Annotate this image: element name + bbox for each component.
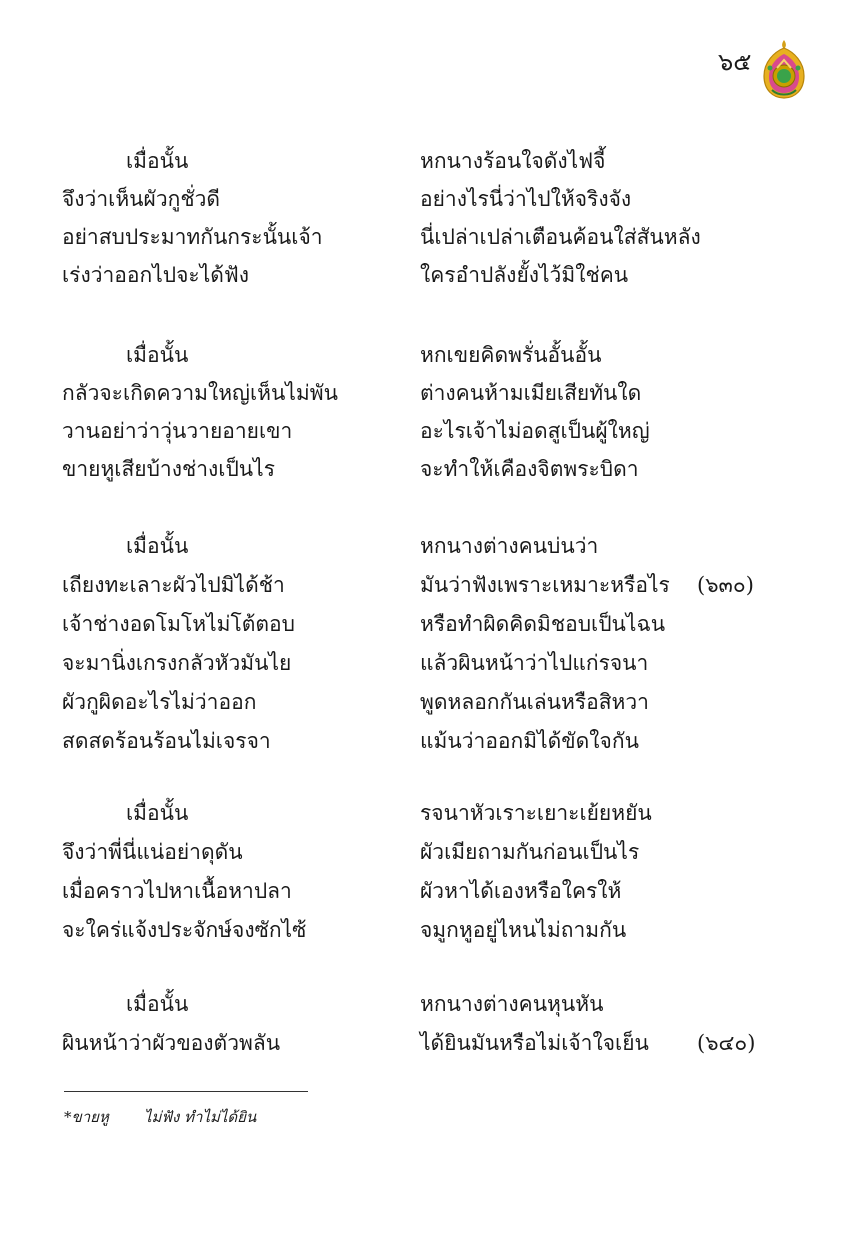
verse-left: เมื่อนั้น (126, 992, 189, 1016)
verse-left: กลัวจะเกิดความใหญ่เห็นไม่พัน (62, 381, 338, 405)
verse-left: เมื่อนั้น (126, 343, 189, 367)
verse-left: ผินหน้าว่าผัวของตัวพลัน (62, 1031, 281, 1055)
verse-left: จะมานิ่งเกรงกลัวหัวมันไย (62, 651, 292, 675)
verse-line (0, 683, 844, 721)
verse-right: หกนางร้อนใจดังไฟจี้ (420, 149, 606, 173)
footnote-definition: ไม่ฟัง ทำไม่ได้ยิน (144, 1108, 257, 1126)
verse-right: หกนางต่างคนหุนหัน (420, 992, 604, 1016)
verse-left: เมื่อนั้น (126, 534, 189, 558)
verse-left: สดสดร้อนร้อนไม่เจรจา (62, 729, 271, 753)
verse-line (0, 911, 844, 949)
verse-left: วานอย่าว่าวุ่นวายอายเขา (62, 419, 293, 443)
verse-line-number: (๖๓๐) (697, 573, 754, 597)
verse-line (0, 872, 844, 910)
verse-line (0, 1024, 844, 1062)
footnote (64, 1106, 256, 1128)
verse-left: เจ้าช่างอดโมโหไม่โต้ตอบ (62, 612, 295, 636)
verse-right: แล้วผินหน้าว่าไปแก่รจนา (420, 651, 649, 675)
verse-left: จึงว่าพี่นี่แน่อย่าดุดัน (62, 840, 243, 864)
verse-line (0, 374, 844, 412)
verse-right: ผัวเมียถามกันก่อนเป็นไร (420, 840, 640, 864)
verse-left: เถียงทะเลาะผัวไปมิได้ช้า (62, 573, 285, 597)
verse-left: เมื่อนั้น (126, 801, 189, 825)
verse-left: ขายหูเสียบ้างช่างเป็นไร (62, 457, 275, 481)
verse-right: ผัวหาได้เองหรือใครให้ (420, 879, 622, 903)
verse-line (0, 722, 844, 760)
verse-right: พูดหลอกกันเล่นหรือสิหวา (420, 690, 649, 714)
verse-left: เมื่อคราวไปหาเนื้อหาปลา (62, 879, 292, 903)
verse-line (0, 605, 844, 643)
verse-right: อะไรเจ้าไม่อดสูเป็นผู้ใหญ่ (420, 419, 650, 443)
page-number: ๖๕ (718, 48, 752, 76)
verse-right: แม้นว่าออกมิได้ขัดใจกัน (420, 729, 639, 753)
verse-right: ใครอำปลังยั้งไว้มิใช่คน (420, 263, 629, 287)
verse-right: ต่างคนห้ามเมียเสียทันใด (420, 381, 642, 405)
verse-left: เร่งว่าออกไปจะได้ฟัง (62, 263, 250, 287)
verse-line-number: (๖๔๐) (697, 1031, 756, 1055)
verse-right: นี่เปล่าเปล่าเตือนค้อนใส่สันหลัง (420, 225, 701, 249)
verse-left: อย่าสบประมาทกันกระนั้นเจ้า (62, 225, 323, 249)
verse-left: จะใคร่แจ้งประจักษ์จงซักไซ้ (62, 918, 307, 942)
verse-line (0, 985, 844, 1023)
verse-left: ผัวกูผิดอะไรไม่ว่าออก (62, 690, 257, 714)
verse-line (0, 794, 844, 832)
verse-line (0, 180, 844, 218)
verse-line (0, 527, 844, 565)
verse-right: หกนางต่างคนบ่นว่า (420, 534, 599, 558)
footnote-divider (64, 1091, 308, 1092)
footnote-term: *ขายหู (64, 1108, 109, 1126)
verse-line (0, 412, 844, 450)
verse-line (0, 644, 844, 682)
verse-right: อย่างไรนี่ว่าไปให้จริงจัง (420, 187, 632, 211)
verse-line (0, 218, 844, 256)
verse-right: จะทำให้เคืองจิตพระบิดา (420, 457, 639, 481)
verse-line (0, 142, 844, 180)
verse-right: มันว่าฟังเพราะเหมาะหรือไร (420, 573, 670, 597)
royal-emblem-icon (760, 38, 808, 100)
verse-right: หรือทำผิดคิดมิชอบเป็นไฉน (420, 612, 666, 636)
verse-left: จึงว่าเห็นผัวกูชั่วดี (62, 187, 221, 211)
verse-right: หกเขยคิดพรั่นอั้นอั้น (420, 343, 602, 367)
verse-line (0, 833, 844, 871)
verse-line (0, 450, 844, 488)
verse-line (0, 256, 844, 294)
verse-right: รจนาหัวเราะเยาะเย้ยหยัน (420, 801, 652, 825)
verse-line (0, 566, 844, 604)
verse-right: จมูกหูอยู่ไหนไม่ถามกัน (420, 918, 627, 942)
verse-right: ได้ยินมันหรือไม่เจ้าใจเย็น (420, 1031, 649, 1055)
verse-left: เมื่อนั้น (126, 149, 189, 173)
verse-line (0, 336, 844, 374)
